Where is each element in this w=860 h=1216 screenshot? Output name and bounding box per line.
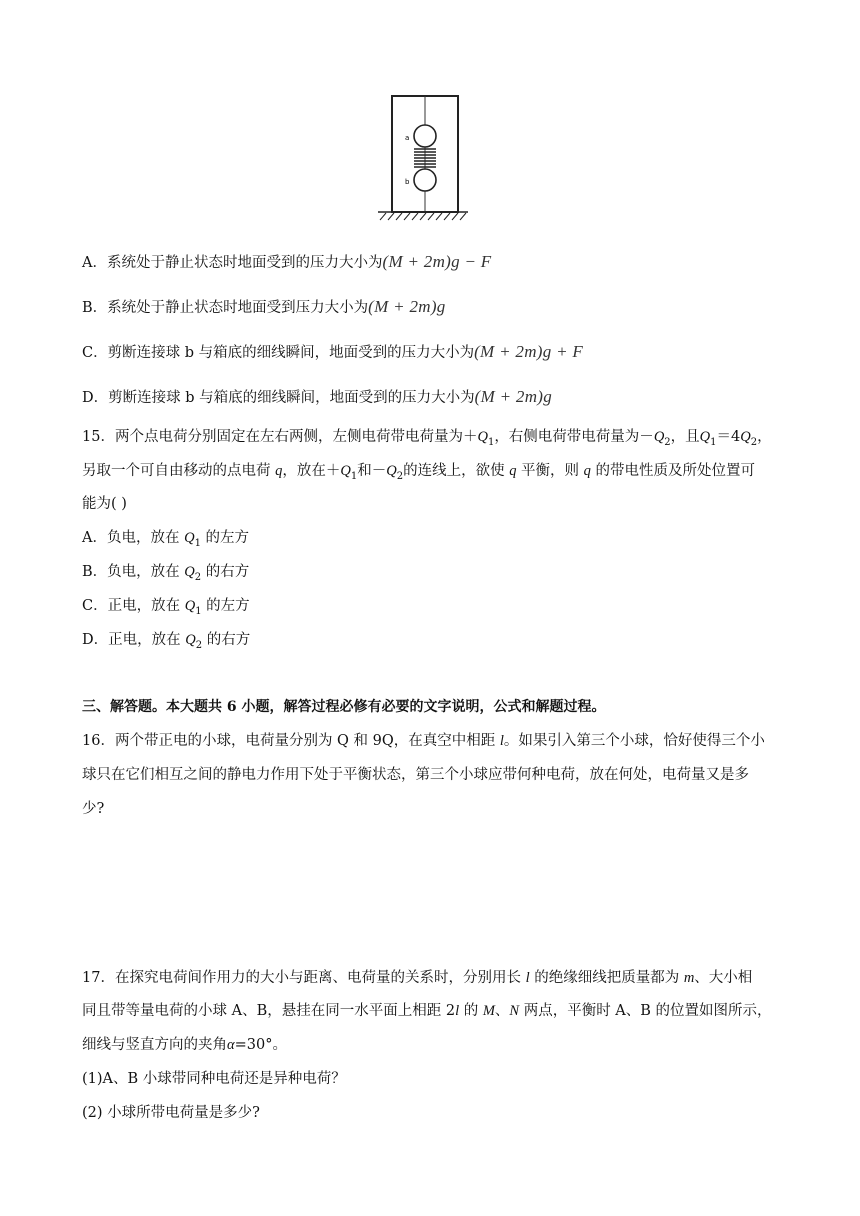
- ball-b: [414, 169, 436, 191]
- q17-line1: 17．在探究电荷间作用力的大小与距离、电荷量的关系时，分别用长 l 的绝缘细线把质量都为 m、大小相: [82, 970, 753, 986]
- q14-option-d-formula: (M + 2m)g: [474, 387, 553, 406]
- q17-sub1: (1)A、B 小球带同种电荷还是异种电荷？: [82, 1071, 346, 1087]
- q16-line3: 少?: [82, 801, 105, 817]
- q15-stem-line1: 15．两个点电荷分别固定在左右两侧，左侧电荷带电荷量为$+Q_1$，右侧电荷带电荷量为$-Q_2$，且$Q_1=4Q_2$，: [82, 429, 772, 448]
- q14-option-a: A．系统处于静止状态时地面受到的压力大小为(M + 2m)g − F: [82, 252, 492, 271]
- q15-option-c: C．正电，放在 $Q_1$ 的左方: [82, 598, 250, 617]
- q15-stem-line2: 另取一个可自由移动的点电荷 q，放在$+Q_1$和$-Q_2$的连线上，欲使 q 平衡，则 q 的带电性质及所处位置可: [82, 463, 756, 482]
- q17-sub2: (2) 小球所带电荷量是多少?: [82, 1105, 260, 1121]
- q14-option-b-formula: (M + 2m)g: [368, 297, 446, 316]
- q14-option-c-formula: (M + 2m)g + F: [474, 342, 584, 361]
- q17-line3: 细线与竖直方向的夹角α=30°。: [82, 1037, 287, 1053]
- q15-option-d: D．正电，放在 $Q_2$ 的右方: [82, 632, 251, 651]
- q14-option-a-formula: (M + 2m)g − F: [382, 252, 492, 271]
- label-b: b: [405, 178, 410, 186]
- section3-heading: 三、解答题。本大题共 6 小题，解答过程必修有必要的文字说明，公式和解题过程。: [82, 699, 606, 715]
- q14-option-b: B．系统处于静止状态时地面受到压力大小为(M + 2m)g: [82, 297, 446, 316]
- spring-box-figure: [372, 92, 468, 224]
- spring: [414, 149, 436, 167]
- q16-line1: 16．两个带正电的小球，电荷量分别为 Q 和 9Q，在真空中相距 l。如果引入第三个小球，恰好使得三个小: [82, 733, 765, 749]
- q16-line2: 球只在它们相互之间的静电力作用下处于平衡状态，第三个小球应带何种电荷，放在何处，电荷量又是多: [82, 767, 749, 783]
- q15-stem-line3: 能为( ): [82, 496, 127, 512]
- q14-option-d: D．剪断连接球 b 与箱底的细线瞬间，地面受到的压力大小为(M + 2m)g: [82, 387, 553, 406]
- ball-a: [414, 125, 436, 147]
- ground-hatch: [380, 213, 466, 220]
- q15-option-a: A．负电，放在 $Q_1$ 的左方: [82, 530, 250, 549]
- label-a: a: [405, 134, 410, 142]
- q15-option-b: B．负电，放在 $Q_2$ 的右方: [82, 564, 250, 583]
- q17-line2: 同且带等量电荷的小球 A、B，悬挂在同一水平面上相距 2l 的 M、N 两点，平衡时 A、B 的位置如图所示，: [82, 1003, 772, 1019]
- q14-option-c: C．剪断连接球 b 与箱底的细线瞬间，地面受到的压力大小为(M + 2m)g + F: [82, 342, 584, 361]
